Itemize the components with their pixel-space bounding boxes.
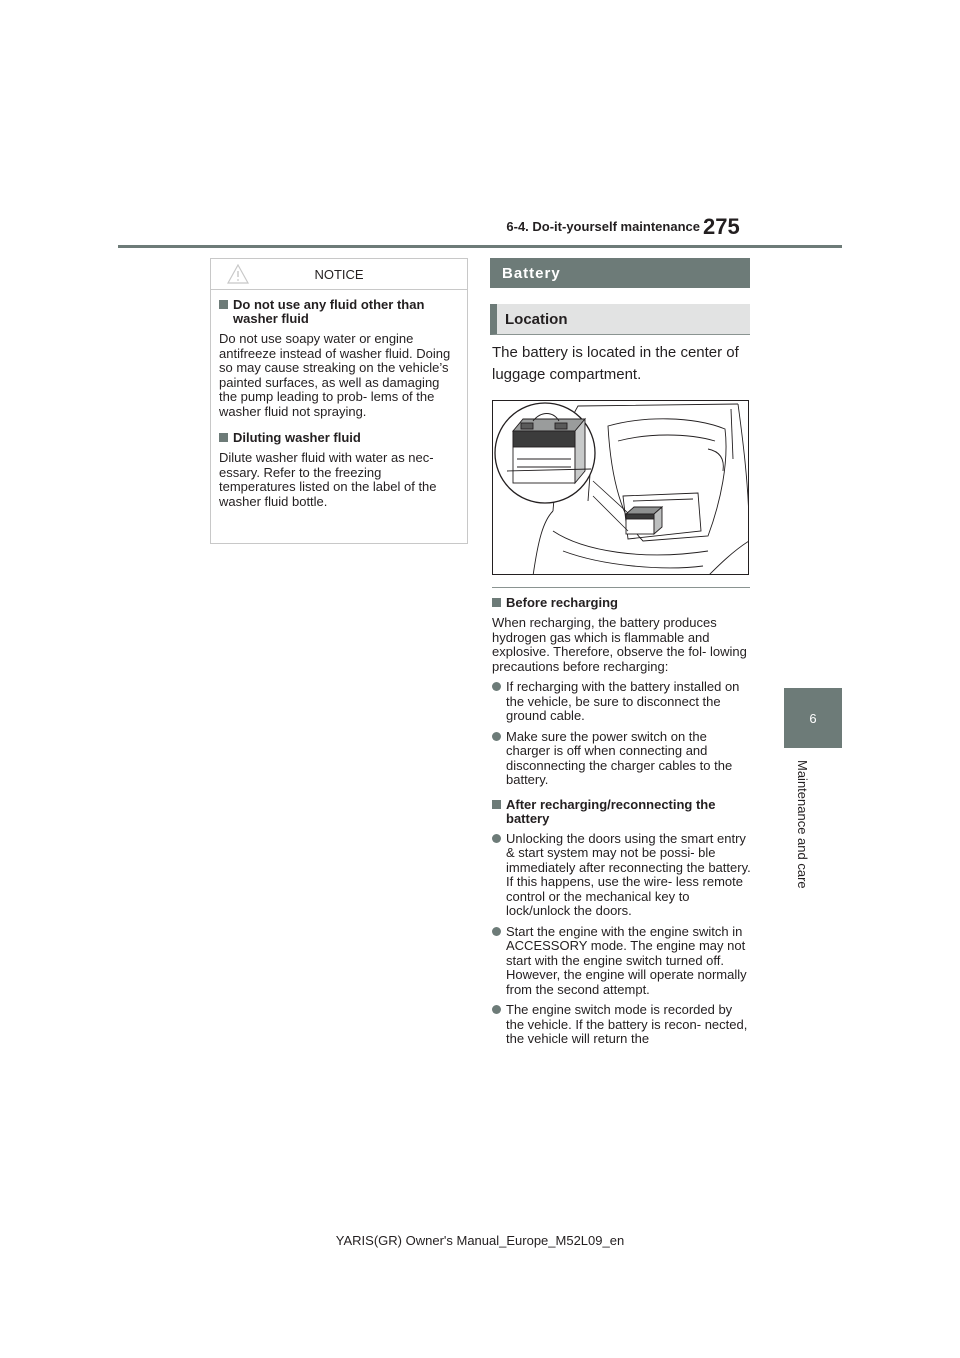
battery-location-illustration	[492, 400, 749, 575]
footer-manual-id: YARIS(GR) Owner's Manual_Europe_M52L09_en	[335, 1233, 625, 1248]
chapter-number: 6	[809, 710, 817, 726]
notice-item-heading: Diluting washer fluid	[219, 431, 457, 445]
list-item: If recharging with the battery installed on the vehicle, be sure to disconnect the ground cable.	[492, 680, 752, 724]
running-header: 6-4. Do-it-yourself maintenance	[506, 219, 700, 234]
section-divider	[492, 587, 750, 588]
list-item: Make sure the power switch on the charger is off when connecting and disconnecting the charger cables to the battery.	[492, 730, 752, 788]
page-number: 275	[703, 214, 740, 239]
before-recharging-heading: Before recharging	[492, 596, 752, 610]
recharging-notes	[492, 592, 752, 1047]
chapter-title: Maintenance and care	[795, 760, 810, 889]
notice-title: NOTICE	[314, 266, 364, 282]
before-recharging-text: When recharging, the battery produces hydrogen gas which is flammable and explosive. Therefore, observe the fol- lowing precautions before recharging:	[492, 615, 747, 674]
notice-body	[211, 290, 467, 509]
chapter-tab	[784, 688, 842, 748]
after-recharging-heading: After recharging/reconnecting the battery	[492, 798, 752, 826]
section-title-bar: Battery	[490, 258, 750, 288]
list-item: Start the engine with the engine switch in ACCESSORY mode. The engine may not start with the engine switch turned off. However, the engine will operate normally from the second attempt.	[492, 925, 752, 998]
list-item: Unlocking the doors using the smart entry & start system may not be possi- ble immediately after reconnecting the battery. If this happens, use the wire- less remote control or the mechanical key to lock/unlock the doors.	[492, 832, 752, 919]
list-item: The engine switch mode is recorded by the vehicle. If the battery is recon- nected, the vehicle will return the	[492, 1003, 752, 1047]
notice-header	[211, 259, 467, 290]
subsection-title-bar: Location	[490, 304, 750, 335]
header-rule	[118, 245, 842, 248]
luggage-compartment-drawing	[493, 401, 749, 575]
location-text: The battery is located in the center of luggage compartment.	[492, 344, 739, 383]
notice-item-heading: Do not use any fluid other than washer fluid	[219, 298, 457, 326]
notice-box	[210, 258, 468, 544]
notice-item-text: Do not use soapy water or engine antifreeze instead of washer fluid. Doing so may cause streaking on the vehicle’s painted surfaces, as well as damaging the pump leading to prob- lems of the washer fluid not spraying.	[219, 331, 451, 419]
warning-triangle-icon	[227, 264, 249, 284]
notice-item-text: Dilute washer fluid with water as nec- essary. Refer to the freezing temperatures listed on the label of the washer fluid bottle.	[219, 450, 437, 509]
